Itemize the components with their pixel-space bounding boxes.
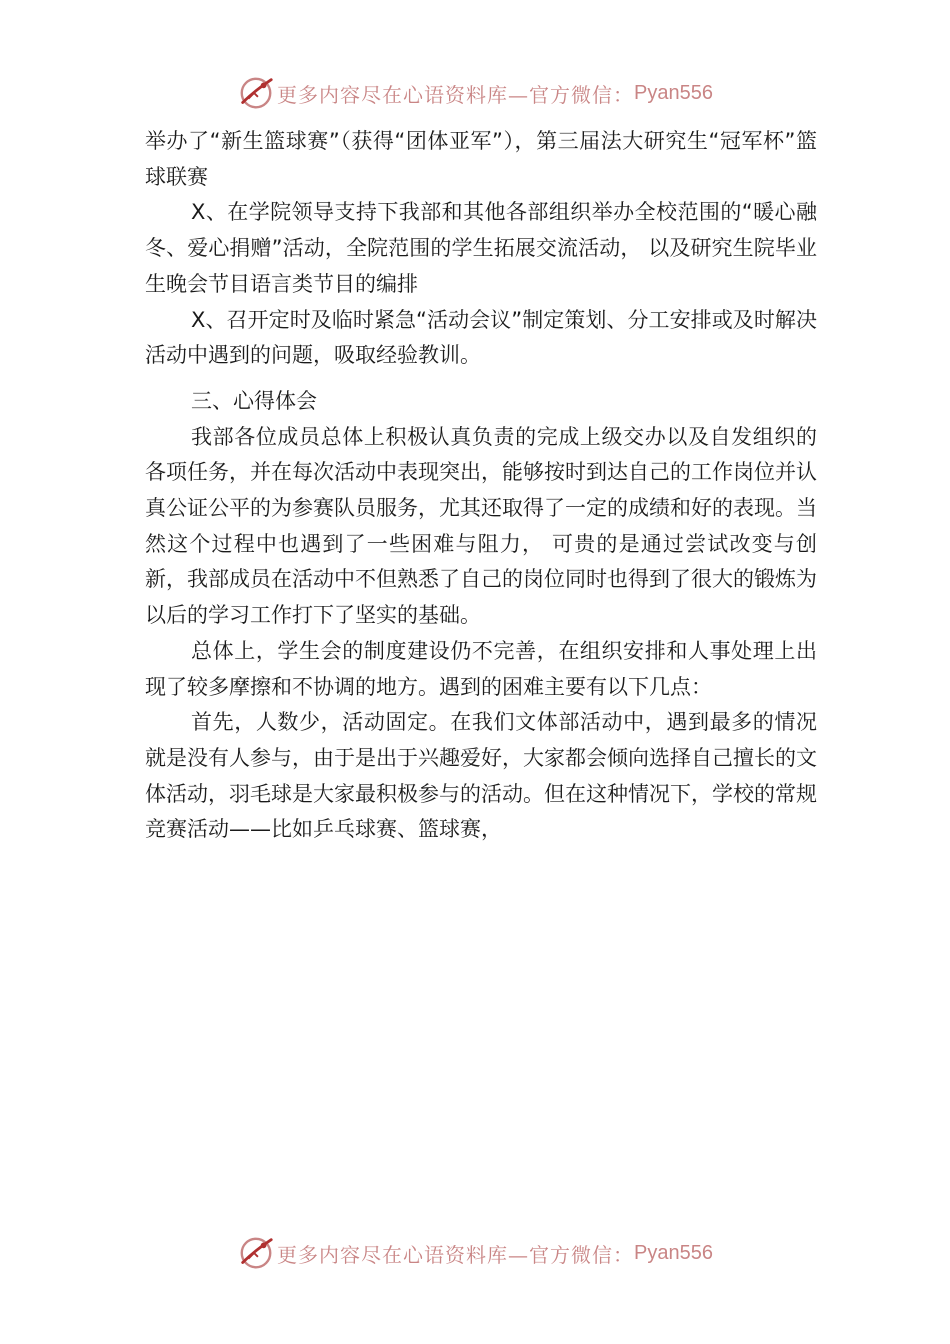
logo-icon xyxy=(237,74,275,112)
watermark-handle: Pyan556 xyxy=(634,1241,713,1264)
logo-icon xyxy=(237,1234,275,1272)
paragraph: X、召开定时及临时紧急“活动会议”制定策划、分工安排或及时解决活动中遇到的问题，吸取经验教训。 xyxy=(145,307,817,368)
paragraph: 举办了“新生篮球赛”（获得“团体亚军”），第三届法大研究生“冠军杯”篮球联赛 xyxy=(145,129,817,189)
watermark-text: 更多内容尽在心语资料库—官方微信： xyxy=(277,1242,635,1267)
watermark-text: 更多内容尽在心语资料库—官方微信： xyxy=(277,82,635,107)
paragraph: X、在学院领导支持下我部和其他各部组织举办全校范围的“暖心融冬、爱心捐赠”活动，全院范围的学生拓展交流活动， 以及研究生院毕业生晚会节目语言类节目的编排 xyxy=(145,200,817,296)
watermark-banner-top xyxy=(0,73,950,113)
section-heading: 三、心得体会 xyxy=(191,388,317,413)
watermark-handle: Pyan556 xyxy=(634,81,713,104)
watermark-banner-bottom xyxy=(0,1233,950,1273)
paragraph: 我部各位成员总体上积极认真负责的完成上级交办以及自发组织的各项任务，并在每次活动中表现突出，能够按时到达自己的工作岗位并认真公证公平的为参赛队员服务，尤其还取得了一定的成绩和好的表现。当然这个过程中也遇到了一些困难与阻力， 可贵的是通过尝试改变与创新，我部成员在活动中不但熟悉了自己的岗位同时也得到了很大的锻炼为以后的学习工作打下了坚实的基础。 xyxy=(145,424,817,628)
paragraph: 首先，人数少，活动固定。在我们文体部活动中，遇到最多的情况就是没有人参与，由于是出于兴趣爱好，大家都会倾向选择自己擅长的文体活动，羽毛球是大家最积极参与的活动。但在这种情况下，学校的常规竞赛活动——比如乒乓球赛、篮球赛， xyxy=(145,710,817,842)
paragraph: 总体上，学生会的制度建设仍不完善，在组织安排和人事处理上出现了较多摩擦和不协调的地方。遇到的困难主要有以下几点： xyxy=(145,638,817,699)
document-body xyxy=(145,124,817,848)
